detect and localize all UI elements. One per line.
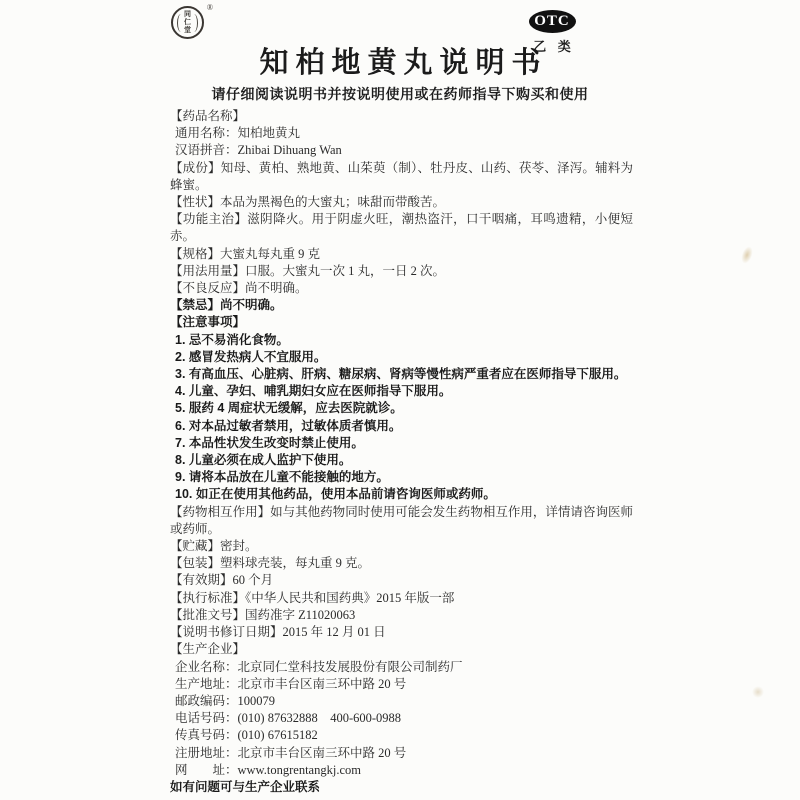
text-line: 【规格】大蜜丸每丸重 9 克: [170, 246, 321, 261]
text-line: 【药物相互作用】如与其他药物同时使用可能会发生药物相互作用，详情请咨询医师或药师。: [170, 504, 633, 536]
text-line: 通用名称：知柏地黄丸: [175, 126, 301, 141]
text-line: 【药品名称】: [170, 109, 246, 123]
text-line: 网 址：www.tongrentangkj.com: [175, 762, 361, 777]
text-line: 如有问题可与生产企业联系: [170, 779, 321, 794]
text-line: 10. 如正在使用其他药品，使用本品前请咨询医师或药师。: [175, 487, 496, 502]
text-line: 邮政编码：100079: [175, 693, 276, 708]
text-line: 9. 请将本品放在儿童不能接触的地方。: [175, 470, 389, 485]
text-line: 【成份】知母、黄柏、熟地黄、山茱萸（制）、牡丹皮、山药、茯苓、泽泻。辅料为蜂蜜。: [170, 160, 633, 192]
paper-stain: [739, 245, 755, 265]
otc-class-label: 乙 类: [533, 39, 575, 54]
text-line: 注册地址：北京市丰台区南三环中路 20 号: [175, 745, 407, 760]
paper-stain: [752, 686, 764, 698]
text-line: 【用法用量】口服。大蜜丸一次 1 丸，一日 2 次。: [170, 263, 446, 278]
text-line: 【说明书修订日期】2015 年 12 月 01 日: [170, 625, 386, 640]
text-line: 【生产企业】: [170, 642, 246, 657]
text-line: 企业名称：北京同仁堂科技发展股份有限公司制药厂: [175, 659, 463, 674]
text-line: 6. 对本品过敏者禁用，过敏体质者慎用。: [175, 418, 402, 433]
page-subtitle: 请仔细阅读说明书并按说明使用或在药师指导下购买和使用: [211, 86, 589, 102]
text-line: 汉语拼音：Zhibai Dihuang Wan: [175, 143, 342, 158]
text-line: 1. 忌不易消化食物。: [175, 332, 289, 347]
text-line: 传真号码：(010) 67615182: [175, 728, 318, 743]
text-line: 【贮藏】密封。: [170, 539, 258, 554]
text-line: 电话号码：(010) 87632888 400-600-0988: [175, 711, 402, 726]
otc-oval-label: OTC: [529, 10, 576, 33]
text-line: 【功能主治】滋阴降火。用于阴虚火旺，潮热盗汗，口干咽痛，耳鸣遗精，小便短赤。: [170, 212, 633, 244]
text-line: 3. 有高血压、心脏病、肝病、糖尿病、肾病等慢性病严重者应在医师指导下服用。: [175, 367, 627, 382]
text-line: 【不良反应】尚不明确。: [170, 281, 308, 296]
text-line: 【有效期】60 个月: [170, 573, 274, 588]
text-line: 【执行标准】《中华人民共和国药典》2015 年版一部: [170, 590, 455, 605]
text-line: 2. 感冒发热病人不宜服用。: [175, 349, 327, 364]
text-line: 4. 儿童、孕妇、哺乳期妇女应在医师指导下服用。: [175, 384, 452, 399]
registered-trademark-icon: ®: [206, 3, 213, 12]
insert-body-text: [170, 108, 633, 796]
text-line: 【禁忌】尚不明确。: [170, 298, 283, 313]
text-line: 【注意事项】: [170, 315, 246, 330]
logo-brand-characters: 同仁堂: [184, 10, 191, 34]
text-line: 5. 服药 4 周症状无缓解，应去医院就诊。: [175, 401, 403, 416]
text-line: 【包装】塑料球壳装，每丸重 9 克。: [170, 556, 371, 571]
text-line: 【性状】本品为黑褐色的大蜜丸；味甜而带酸苦。: [170, 195, 446, 210]
page-title: 知柏地黄丸说明书: [259, 47, 548, 79]
text-line: 【批准文号】国药准字 Z11020063: [170, 607, 356, 622]
text-line: 7. 本品性状发生改变时禁止使用。: [175, 435, 364, 450]
text-line: 生产地址：北京市丰台区南三环中路 20 号: [175, 676, 407, 691]
logo-seal-circle-icon: [171, 6, 204, 39]
text-line: 8. 儿童必须在成人监护下使用。: [175, 453, 352, 468]
tongrentang-logo: [171, 4, 213, 44]
